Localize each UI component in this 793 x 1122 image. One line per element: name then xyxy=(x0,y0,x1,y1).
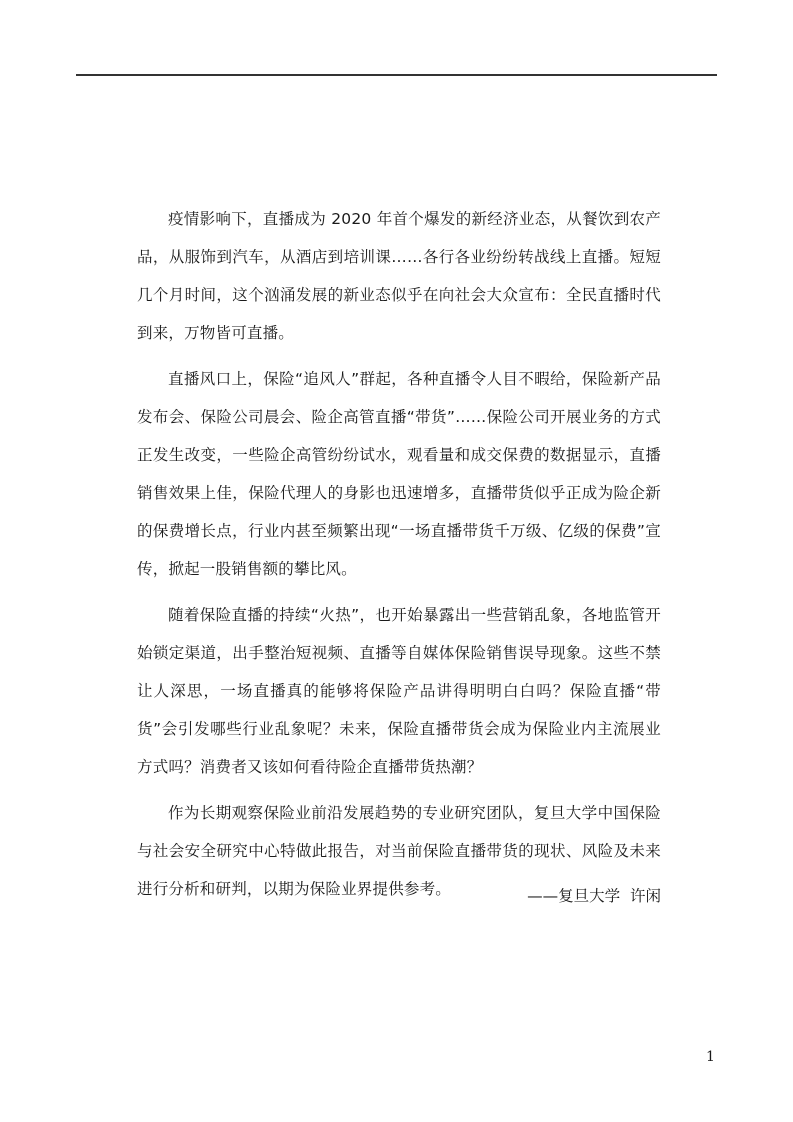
paragraph-1: 疫情影响下，直播成为 2020 年首个爆发的新经济业态，从餐饮到农产品，从服饰到汽车，从酒店到培训课……各行各业纷纷转战线上直播。短短几个月时间，这个汹涌发展的新业态似乎在向社会大众宣布：全民直播时代到来，万物皆可直播。 xyxy=(137,210,661,342)
header-rule xyxy=(76,74,717,76)
page-number: 1 xyxy=(706,1049,715,1065)
signature: ——复旦大学 许闲 xyxy=(527,887,661,905)
paragraph-4: 作为长期观察保险业前沿发展趋势的专业研究团队，复旦大学中国保险与社会安全研究中心特做此报告，对当前保险直播带货的现状、风险及未来进行分析和研判，以期为保险业界提供参考。 xyxy=(137,804,661,898)
preface-body xyxy=(137,200,661,916)
paragraph-3: 随着保险直播的持续“火热”，也开始暴露出一些营销乱象，各地监管开始锁定渠道，出手整治短视频、直播等自媒体保险销售误导现象。这些不禁让人深思，一场直播真的能够将保险产品讲得明明白白吗？保险直播“带货”会引发哪些行业乱象呢？未来，保险直播带货会成为保险业内主流展业方式吗？消费者又该如何看待险企直播带货热潮？ xyxy=(137,606,661,776)
paragraph-2: 直播风口上，保险“追风人”群起，各种直播令人目不暇给，保险新产品发布会、保险公司晨会、险企高管直播“带货”……保险公司开展业务的方式正发生改变，一些险企高管纷纷试水，观看量和成交保费的数据显示，直播销售效果上佳，保险代理人的身影也迅速增多，直播带货似乎正成为险企新的保费增长点，行业内甚至频繁出现“一场直播带货千万级、亿级的保费”宣传，掀起一股销售额的攀比风。 xyxy=(137,370,661,578)
